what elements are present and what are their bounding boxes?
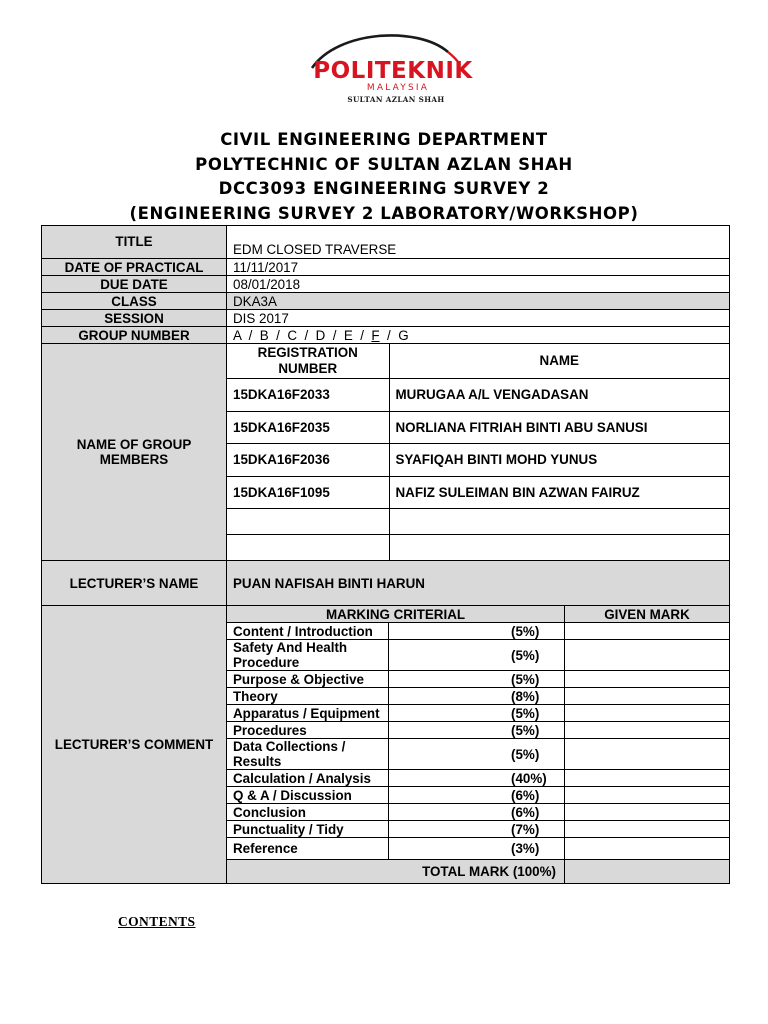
- given-mark-cell: [565, 705, 730, 722]
- criteria-weight: (5%): [511, 647, 540, 663]
- member-registration: 15DKA16F2035: [227, 411, 389, 443]
- criteria-weight: (40%): [511, 770, 547, 786]
- member-row: [227, 411, 729, 443]
- group-options-before: A / B / C / D / E /: [233, 327, 372, 343]
- department-heading: CIVIL ENGINEERING DEPARTMENT: [220, 130, 548, 149]
- criteria-name: Procedures: [227, 722, 389, 739]
- members-label: NAME OF GROUP MEMBERS: [42, 344, 227, 561]
- criteria-weight-cell: [389, 770, 565, 787]
- title-value: EDM CLOSED TRAVERSE: [227, 226, 730, 259]
- given-mark-cell: [565, 787, 730, 804]
- criteria-name: Calculation / Analysis: [227, 770, 389, 787]
- member-name: NORLIANA FITRIAH BINTI ABU SANUSI: [389, 411, 729, 443]
- given-mark-cell: [565, 688, 730, 705]
- due-date-label: DUE DATE: [42, 276, 227, 293]
- criteria-name: Punctuality / Tidy: [227, 821, 389, 838]
- criteria-name: Reference: [227, 838, 389, 860]
- criteria-name: Apparatus / Equipment: [227, 705, 389, 722]
- logo-campus-text: SULTAN AZLAN SHAH: [347, 95, 445, 104]
- criteria-name: Purpose & Objective: [227, 671, 389, 688]
- criteria-weight: (5%): [511, 671, 540, 687]
- group-selected: F: [371, 327, 380, 343]
- title-label: TITLE: [42, 226, 227, 259]
- registration-number-header: REGISTRATION NUMBER: [227, 344, 389, 378]
- group-number-label: GROUP NUMBER: [42, 327, 227, 344]
- criteria-name: Conclusion: [227, 804, 389, 821]
- given-mark-cell: [565, 640, 730, 671]
- criteria-weight-cell: [389, 705, 565, 722]
- member-name: [389, 534, 729, 560]
- members-table: [227, 344, 729, 560]
- given-mark-cell: [565, 623, 730, 640]
- criteria-weight-cell: [389, 722, 565, 739]
- given-mark-cell: [565, 838, 730, 860]
- total-mark-label: TOTAL MARK (100%): [227, 860, 565, 884]
- lecturer-comment-label: LECTURER’S COMMENT: [42, 606, 227, 884]
- lecturer-value: PUAN NAFISAH BINTI HARUN: [227, 561, 730, 606]
- members-cell: [227, 344, 730, 561]
- member-name: MURUGAA A/L VENGADASAN: [389, 378, 729, 411]
- criteria-weight: (5%): [511, 722, 540, 738]
- member-row-empty: [227, 534, 729, 560]
- member-name: [389, 508, 729, 534]
- given-mark-cell: [565, 770, 730, 787]
- criteria-name: Q & A / Discussion: [227, 787, 389, 804]
- member-row: [227, 476, 729, 508]
- logo-country-text: MALAYSIA: [366, 83, 430, 93]
- criteria-weight: (8%): [511, 688, 540, 704]
- due-date-value: 08/01/2018: [227, 276, 730, 293]
- criteria-weight: (7%): [511, 821, 540, 837]
- given-mark-header: GIVEN MARK: [565, 606, 730, 623]
- criteria-weight-cell: [389, 688, 565, 705]
- given-mark-cell: [565, 722, 730, 739]
- member-row: [227, 378, 729, 411]
- member-registration: 15DKA16F1095: [227, 476, 389, 508]
- criteria-weight-cell: [389, 821, 565, 838]
- members-row: [42, 344, 730, 561]
- class-row: [42, 293, 730, 310]
- criteria-weight: (5%): [511, 623, 540, 639]
- criteria-name: Content / Introduction: [227, 623, 389, 640]
- criteria-weight: (6%): [511, 787, 540, 803]
- member-registration: 15DKA16F2033: [227, 378, 389, 411]
- criteria-name: Theory: [227, 688, 389, 705]
- group-options-after: / G: [379, 327, 409, 343]
- criteria-weight: (3%): [511, 841, 540, 856]
- criteria-weight-cell: [389, 804, 565, 821]
- lab-heading: (ENGINEERING SURVEY 2 LABORATORY/WORKSHOP): [129, 203, 639, 223]
- lecturer-row: [42, 561, 730, 606]
- class-label: CLASS: [42, 293, 227, 310]
- criteria-weight: (5%): [511, 705, 540, 721]
- criteria-weight-cell: [389, 787, 565, 804]
- criteria-weight-cell: [389, 739, 565, 770]
- date-value: 11/11/2017: [227, 259, 730, 276]
- due-date-row: [42, 276, 730, 293]
- member-row: [227, 443, 729, 476]
- members-header-row: [227, 344, 729, 378]
- criteria-weight-cell: [389, 640, 565, 671]
- criteria-weight: (5%): [511, 746, 540, 762]
- criteria-weight-cell: [389, 838, 565, 860]
- member-registration: [227, 508, 389, 534]
- criteria-name: Data Collections / Results: [227, 739, 389, 770]
- given-mark-cell: [565, 739, 730, 770]
- given-mark-cell: [565, 671, 730, 688]
- member-name: SYAFIQAH BINTI MOHD YUNUS: [389, 443, 729, 476]
- logo-brand-text: POLITEKNIK: [313, 58, 473, 84]
- marking-header-row: [42, 606, 730, 623]
- cover-sheet-table: [41, 225, 730, 884]
- total-mark-cell: [565, 860, 730, 884]
- course-heading: DCC3093 ENGINEERING SURVEY 2: [218, 179, 550, 198]
- document-heading: [0, 128, 768, 226]
- criteria-weight-cell: [389, 671, 565, 688]
- criteria-weight-cell: [389, 623, 565, 640]
- date-row: [42, 259, 730, 276]
- session-label: SESSION: [42, 310, 227, 327]
- contents-heading: CONTENTS: [118, 914, 196, 929]
- marking-criteria-header: MARKING CRITERIAL: [227, 606, 565, 623]
- politeknik-logo: [298, 32, 488, 106]
- institution-heading: POLYTECHNIC OF SULTAN AZLAN SHAH: [195, 154, 573, 174]
- session-row: [42, 310, 730, 327]
- name-header: NAME: [389, 344, 729, 378]
- date-label: DATE OF PRACTICAL: [42, 259, 227, 276]
- group-number-value: [227, 327, 730, 344]
- member-name: NAFIZ SULEIMAN BIN AZWAN FAIRUZ: [389, 476, 729, 508]
- member-registration: [227, 534, 389, 560]
- given-mark-cell: [565, 804, 730, 821]
- class-value: DKA3A: [227, 293, 730, 310]
- criteria-name: Safety And Health Procedure: [227, 640, 389, 671]
- member-registration: 15DKA16F2036: [227, 443, 389, 476]
- member-row-empty: [227, 508, 729, 534]
- title-row: [42, 226, 730, 259]
- lecturer-label: LECTURER’S NAME: [42, 561, 227, 606]
- given-mark-cell: [565, 821, 730, 838]
- group-number-row: [42, 327, 730, 344]
- session-value: DIS 2017: [227, 310, 730, 327]
- criteria-weight: (6%): [511, 804, 540, 820]
